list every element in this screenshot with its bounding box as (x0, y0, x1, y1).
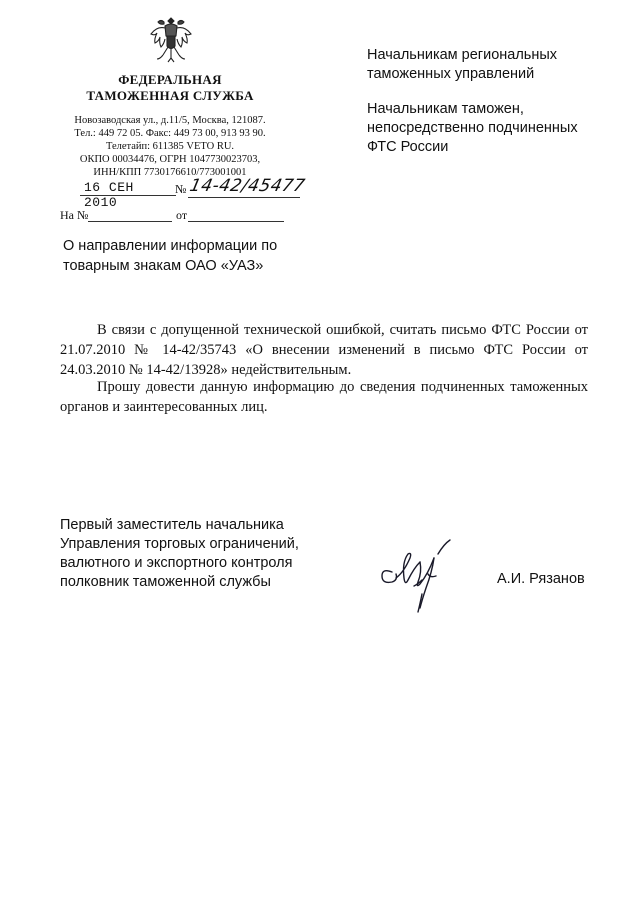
position-line: валютного и экспортного контроля (60, 555, 293, 571)
phone-fax: Тел.: 449 72 05. Факс: 449 73 00, 913 93 90. (74, 128, 266, 139)
number-label: № (175, 182, 187, 196)
addressee-line: таможенных управлений (367, 66, 535, 82)
position-line: Управления торговых ограничений, (60, 536, 299, 552)
date-underline (80, 195, 176, 196)
signatory-position (60, 516, 360, 592)
organization-name-line1: ФЕДЕРАЛЬНАЯ (118, 72, 222, 87)
addressee-line: непосредственно подчиненных (367, 120, 578, 136)
subject-line2: товарным знакам ОАО «УАЗ» (63, 258, 264, 274)
reply-to-label: На № (60, 208, 89, 222)
addressee-customs (367, 100, 617, 157)
date-stamp: 16 СЕН 2010 (84, 180, 134, 210)
addressee-line: Начальникам региональных (367, 47, 558, 63)
addressee-line: Начальникам таможен, (367, 101, 524, 117)
document-number: 14-42/45477 (187, 176, 307, 196)
subject (63, 236, 303, 276)
position-line: полковник таможенной службы (60, 574, 271, 590)
registration-codes-2: ИНН/КПП 7730176610/773001001 (93, 167, 247, 178)
from-underline (188, 221, 284, 222)
number-underline (188, 197, 300, 198)
subject-line1: О направлении информации по (63, 238, 278, 254)
teletype: Телетайп: 611385 VETO RU. (105, 141, 235, 152)
body-paragraph-1: В связи с допущенной технической ошибкой, считать письмо ФТС России от 21.07.2010 № 14-42/35743 «О внесении изменений в письмо ФТС России от 24.03.2010 № 14-42/13928» недействительным. (60, 322, 588, 378)
addressee-line: ФТС России (367, 139, 449, 155)
address: Новозаводская ул., д.11/5, Москва, 121087. (74, 115, 266, 126)
organization-name (60, 72, 280, 104)
date-field (84, 180, 170, 210)
double-headed-eagle-icon (148, 14, 194, 66)
body-paragraph-2: Прошу довести данную информацию до сведения подчиненных таможенных органов и заинтересованных лиц. (60, 379, 588, 415)
handwritten-signature-icon (378, 538, 468, 624)
reply-to-underline (88, 221, 172, 222)
signatory-name: А.И. Рязанов (497, 571, 585, 587)
from-label: от (176, 208, 188, 222)
registration-codes-1: ОКПО 00034476, ОГРН 1047730023703, (79, 154, 261, 165)
organization-name-line2: ТАМОЖЕННАЯ СЛУЖБА (86, 88, 254, 103)
addressee-regional (367, 46, 617, 84)
position-line: Первый заместитель начальника (60, 517, 284, 533)
